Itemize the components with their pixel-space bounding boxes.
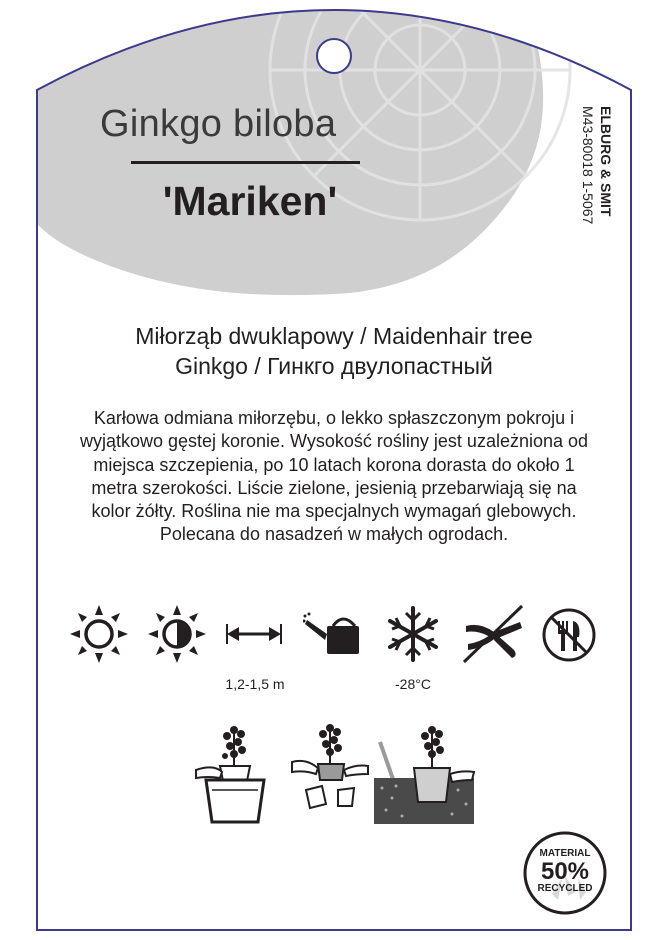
title-divider: [131, 161, 360, 164]
article-code: M43-80018 1-5067: [580, 106, 596, 225]
height-caption: 1,2-1,5 m: [225, 676, 285, 692]
frost-snowflake-icon: [384, 605, 442, 663]
brand-code-vertical: [575, 106, 615, 256]
badge-line-3: RECYCLED: [537, 883, 593, 894]
watering-can-icon: [303, 612, 365, 658]
soak-rootball-icon: [194, 718, 272, 826]
badge-percent: 50%: [540, 858, 590, 885]
plant-description: Karłowa odmiana miłorzębu, o lekko spłaszczonym pokroju i wyjątkowo gęstej koronie. Wysokość rośliny jest uzależniona od miejsca szczepienia, po 10 latach korona dorasta do około 1 metra szerokości. Liście zielone, jesienią przebarwiają się na kolor żółty. Roślina nie ma specjalnych wymagań glebowych. Polecana do nasadzeń w małych ogrodach.: [79, 408, 589, 545]
cultivar-name: 'Mariken': [162, 178, 338, 224]
genus-species-title: Ginkgo biloba: [100, 103, 337, 145]
remove-pot-icon: [288, 718, 370, 816]
no-pruning-icon: [460, 604, 524, 664]
full-sun-icon: [68, 603, 130, 665]
recycled-material-badge: [522, 830, 608, 916]
common-names-line-1: Miłorząb dwuklapowy / Maidenhair tree: [135, 323, 533, 349]
plant-in-hole-icon: [372, 718, 476, 826]
badge-line-1: MATERIAL: [539, 848, 591, 859]
common-names-line-2: Ginkgo / Гинкго двулопастный: [175, 353, 493, 379]
frost-caption: -28°C: [395, 676, 431, 692]
not-edible-icon: [541, 607, 597, 663]
width-arrow-icon: [225, 620, 283, 648]
brand-name: ELBURG & SMIT: [598, 106, 614, 217]
partial-shade-icon: [146, 603, 208, 665]
hang-hole: [317, 39, 351, 73]
header-blob: [30, 0, 543, 295]
